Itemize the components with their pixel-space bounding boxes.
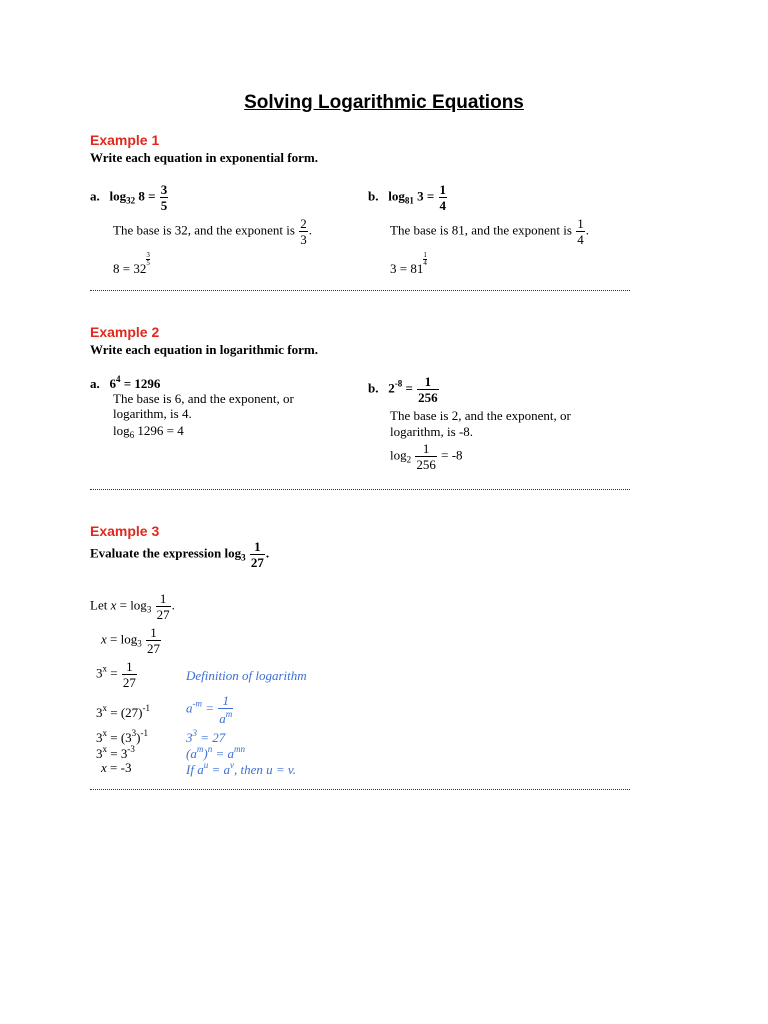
example-1b-explanation: The base is 81, and the exponent is $\frac{1}{4}$ . — [390, 216, 589, 247]
section-divider — [90, 489, 630, 490]
example-2a-explanation-line1: The base is 6, and the exponent, or — [113, 391, 294, 406]
example-3-instruction: Evaluate the expression $\log_3$ $\frac{1}{27}$ . — [90, 539, 270, 570]
example-1a-result: 8 = 32 $\frac{3}{5}$ — [113, 251, 150, 276]
example-2a-explanation-line2: logarithm, is 4. — [113, 406, 192, 421]
example-3-let: Let $x = \log_3$ $\frac{1}{27}$ . — [90, 591, 175, 622]
example-2a-problem: a. $6^4 = 1296$ — [90, 374, 161, 391]
example-1a-problem: a. $\log_{32} 8$ = $\frac{3}{5}$ — [90, 182, 168, 213]
example-2b-explanation-line1: The base is 2, and the exponent, or — [390, 408, 571, 423]
example-3-step-2: 3$^x$ = $\frac{1}{27}$ — [96, 659, 136, 690]
page-title: Solving Logarithmic Equations — [244, 92, 524, 113]
example-1-heading: Example 1 — [90, 132, 160, 148]
example-2b-problem: b. $2^{-8}$ = $\frac{1}{256}$ — [368, 374, 438, 405]
section-divider — [90, 789, 630, 790]
example-3-step-3-note: $a^{-m}$ = $\frac{1}{a^m}$ — [186, 693, 233, 726]
example-3-step-4: $3^x = (3^3)^{-1}$ — [96, 728, 149, 745]
example-3-step-5-note: $(a^m)^n = a^{mn}$ — [186, 744, 245, 761]
example-1-instruction: Write each equation in exponential form. — [90, 150, 318, 165]
example-1b-result: 3 = 81 $\frac{1}{4}$ — [390, 251, 427, 276]
example-3-step-6-note: If $a^u = a^v$, then u = v. — [186, 760, 296, 777]
example-2b-result: $\log_2$ $\frac{1}{256}$ = -8 — [390, 441, 463, 472]
example-2b-explanation-line2: logarithm, is -8. — [390, 424, 474, 439]
example-2-heading: Example 2 — [90, 324, 160, 340]
example-3-step-6: x = -3 — [101, 760, 132, 775]
example-1a-explanation: The base is 32, and the exponent is $\frac{2}{3}$ . — [113, 216, 312, 247]
example-1b-problem: b. $\log_{81} 3$ = $\frac{1}{4}$ — [368, 182, 447, 213]
example-3-step-4-note: $3^3 = 27$ — [186, 728, 226, 745]
example-2a-result: $\log_6 1296 = 4$ — [113, 423, 184, 440]
section-divider — [90, 290, 630, 291]
example-3-step-3: $3^x = (27)^{-1}$ — [96, 703, 150, 720]
example-3-step-2-note: Definition of logarithm — [186, 668, 307, 683]
example-3-step-1: $x = \log_3$ $\frac{1}{27}$ — [101, 625, 160, 656]
example-3-step-5: $3^x = 3^{-3}$ — [96, 744, 135, 761]
example-2-instruction: Write each equation in logarithmic form. — [90, 342, 318, 357]
example-3-heading: Example 3 — [90, 523, 160, 539]
